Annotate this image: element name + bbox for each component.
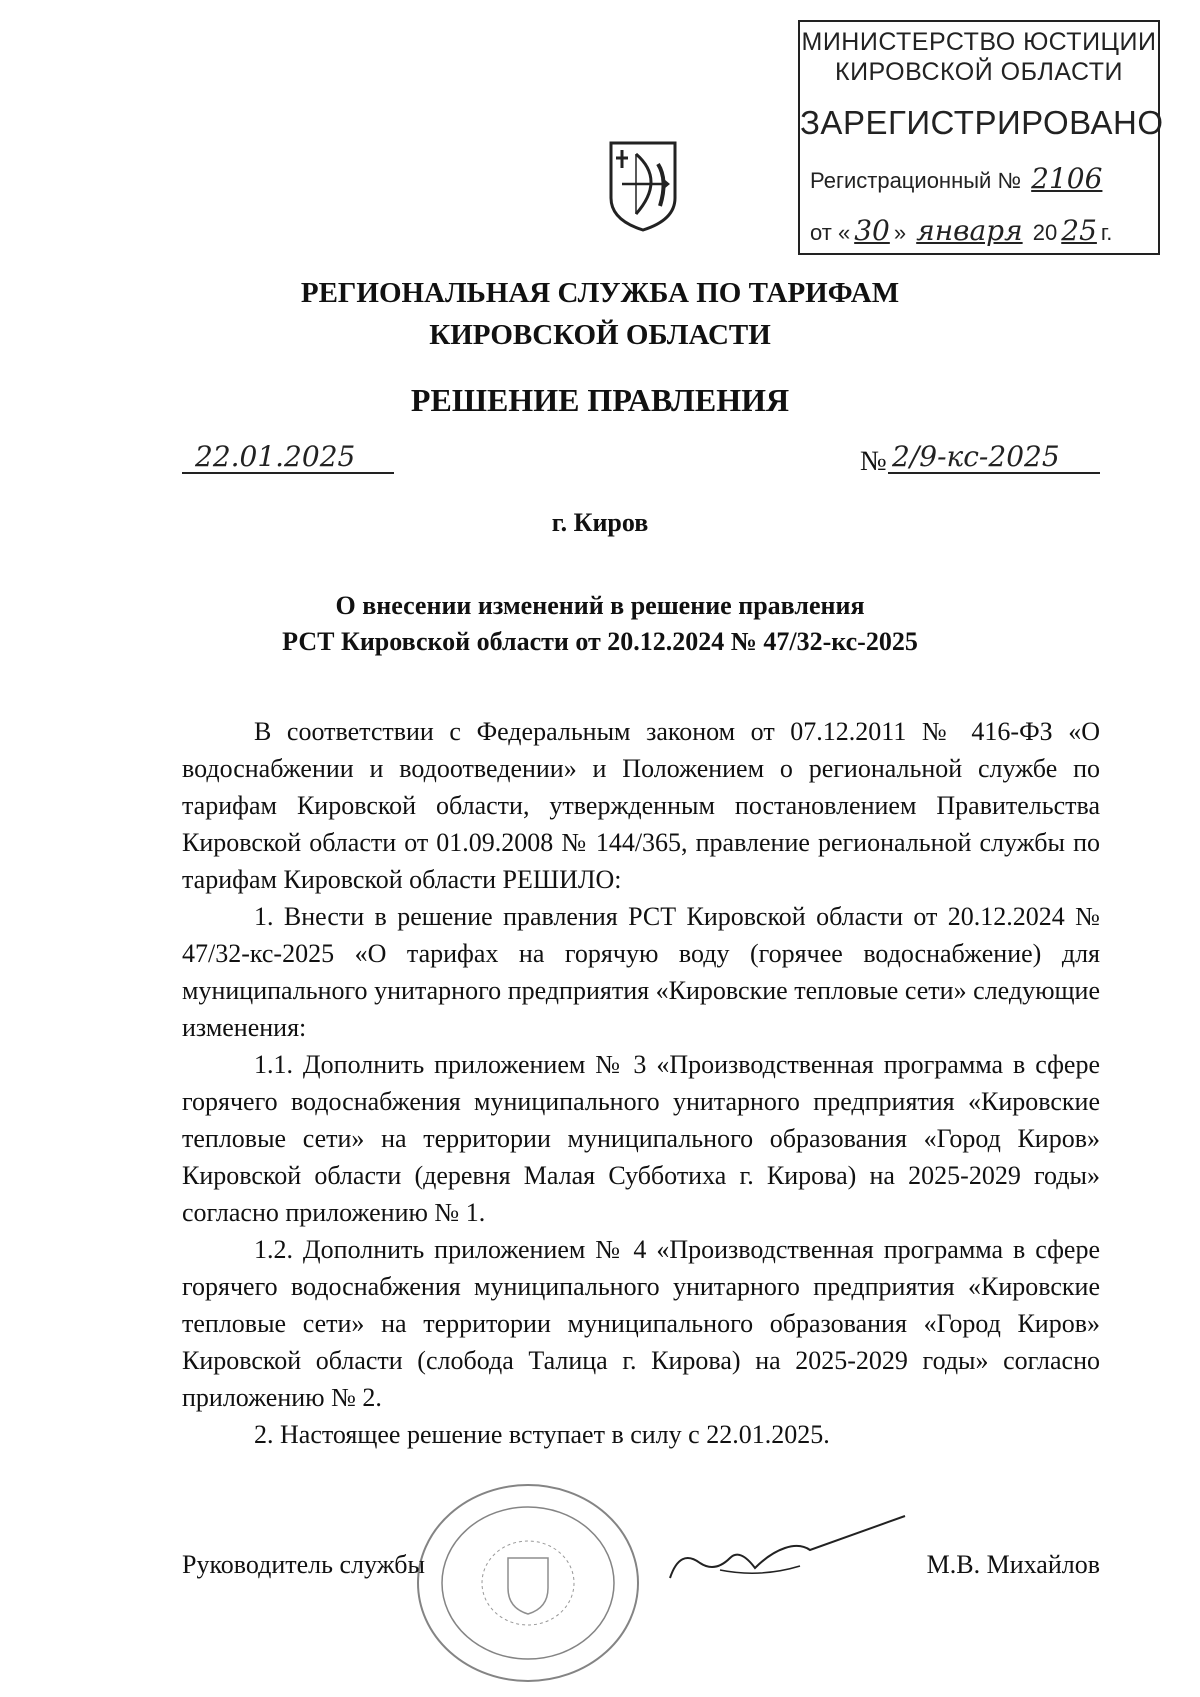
document-type: РЕШЕНИЕ ПРАВЛЕНИЯ	[410, 382, 790, 418]
signer-name: М.В. Михайлов	[926, 1550, 1100, 1579]
stamp-reg-label: Регистрационный №	[810, 168, 1022, 193]
signer-title: Руководитель службы	[182, 1550, 425, 1579]
stamp-reg-number-row	[810, 162, 1106, 195]
stamp-reg-number: 2106	[1031, 162, 1103, 195]
document-date: 22.01.2025	[195, 440, 356, 473]
stamp-date-month: января	[916, 214, 1023, 247]
city: г. Киров	[551, 508, 649, 537]
document-body	[182, 713, 1100, 1453]
clause-1-2: 1.2. Дополнить приложением № 4 «Производственная программа в сфере горячего водоснабжения муниципального унитарного предприятия «Кировские тепловые сети» на территории муниципального образования «Город Киров» Кировской области (слобода Талица г. Кирова) на 2025-2029 годы» согласно приложению № 2.	[182, 1235, 1100, 1412]
organization-title	[0, 272, 1200, 356]
handwritten-signature	[660, 1508, 910, 1598]
stamp-date-day: 30	[854, 214, 890, 247]
stamp-date-year-suffix: 25	[1061, 214, 1097, 247]
official-seal	[408, 1478, 648, 1688]
document-subject	[0, 588, 1200, 660]
preamble-paragraph: В соответствии с Федеральным законом от 07.12.2011 № 416-ФЗ «О водоснабжении и водоотведении» и Положением о региональной службе по тарифам Кировской области, утвержденным постановлением Правительства Кировской области от 01.09.2008 № 144/365, правление региональной службы по тарифам Кировской области РЕШИЛО:	[182, 717, 1100, 894]
clause-2: 2. Настоящее решение вступает в силу с 22.01.2025.	[254, 1420, 830, 1449]
organization-title-line1: РЕГИОНАЛЬНАЯ СЛУЖБА ПО ТАРИФАМ	[300, 277, 900, 309]
clause-1-1: 1.1. Дополнить приложением № 3 «Производственная программа в сфере горячего водоснабжения муниципального унитарного предприятия «Кировские тепловые сети» на территории муниципального образования «Город Киров» Кировской области (деревня Малая Субботиха г. Кирова) на 2025-2029 годы» согласно приложению № 1.	[182, 1050, 1100, 1227]
stamp-date-row	[810, 214, 1112, 247]
number-sign: №	[860, 446, 887, 477]
organization-title-line2: КИРОВСКОЙ ОБЛАСТИ	[429, 319, 771, 351]
subject-line1: О внесении изменений в решение правления	[335, 591, 865, 620]
stamp-date-mid: »	[893, 220, 907, 245]
stamp-registered: ЗАРЕГИСТРИРОВАНО	[800, 104, 1164, 141]
stamp-date-year-end: г.	[1100, 220, 1113, 245]
document-number: 2/9-кс-2025	[892, 440, 1060, 473]
subject-line2: РСТ Кировской области от 20.12.2024 № 47/32-кс-2025	[282, 627, 918, 656]
clause-1: 1. Внести в решение правления РСТ Кировской области от 20.12.2024 № 47/32-кс-2025 «О тарифах на горячую воду (горячее водоснабжение) для муниципального унитарного предприятия «Кировские тепловые сети» следующие изменения:	[182, 902, 1100, 1042]
stamp-region: КИРОВСКОЙ ОБЛАСТИ	[835, 58, 1123, 86]
stamp-date-prefix: от «	[810, 220, 851, 245]
coat-of-arms-icon	[608, 140, 678, 232]
stamp-ministry: МИНИСТЕРСТВО ЮСТИЦИИ	[801, 28, 1157, 56]
registration-stamp	[798, 20, 1164, 255]
stamp-date-year-prefix: 20	[1032, 220, 1058, 245]
